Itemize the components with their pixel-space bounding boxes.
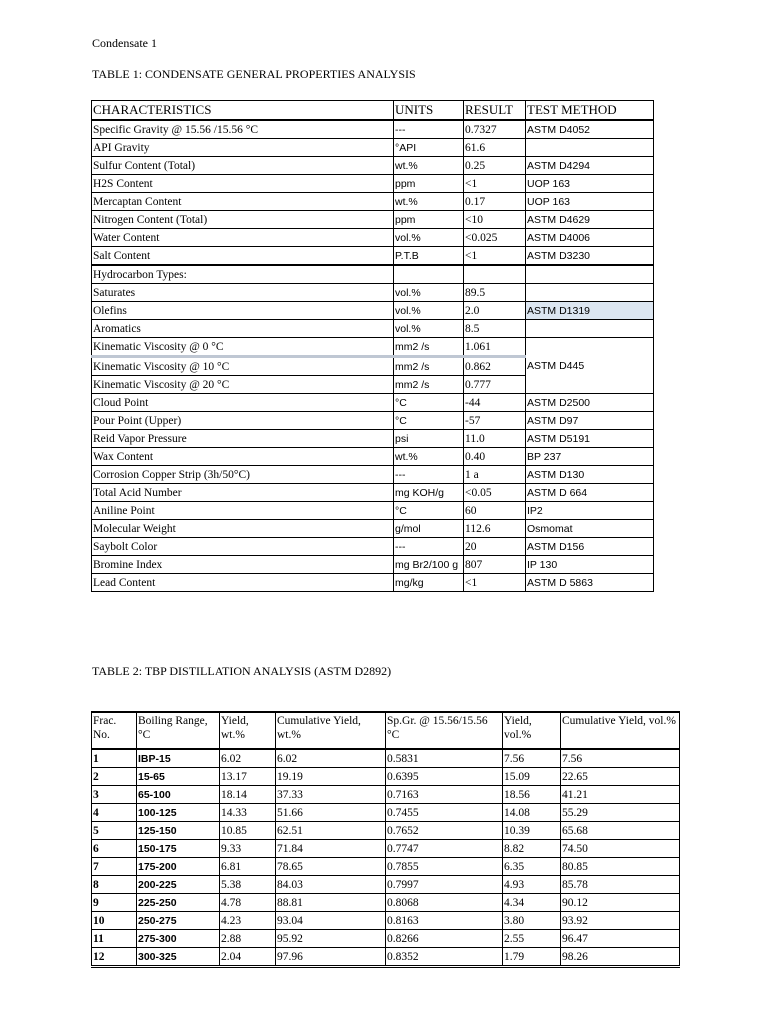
characteristic-cell: Aniline Point bbox=[92, 502, 394, 520]
cumulative-yield-vol-cell: 41.21 bbox=[561, 786, 680, 804]
boiling-range-cell: 125-150 bbox=[137, 822, 220, 840]
result-cell: <0.025 bbox=[464, 229, 526, 247]
cumulative-yield-wt-cell: 88.81 bbox=[276, 894, 386, 912]
unit-cell: mm2 /s bbox=[394, 376, 464, 394]
table-row bbox=[92, 574, 654, 592]
cumulative-yield-wt-cell: 19.19 bbox=[276, 768, 386, 786]
table-row bbox=[92, 912, 680, 930]
test-method-cell bbox=[526, 265, 654, 284]
unit-cell: --- bbox=[394, 120, 464, 139]
test-method-cell bbox=[526, 139, 654, 157]
yield-vol-cell: 7.56 bbox=[503, 749, 561, 768]
result-cell: 0.862 bbox=[464, 357, 526, 376]
table-row bbox=[92, 247, 654, 266]
boiling-range-cell: 300-325 bbox=[137, 948, 220, 967]
column-header-characteristics: CHARACTERISTICS bbox=[92, 101, 394, 121]
cumulative-yield-vol-cell: 93.92 bbox=[561, 912, 680, 930]
unit-cell bbox=[394, 265, 464, 284]
test-method-cell: ASTM D1319 bbox=[526, 302, 654, 320]
result-cell: 2.0 bbox=[464, 302, 526, 320]
yield-wt-cell: 13.17 bbox=[220, 768, 276, 786]
table-row bbox=[92, 211, 654, 229]
frac-no-cell: 2 bbox=[92, 768, 137, 786]
test-method-cell: ASTM D4006 bbox=[526, 229, 654, 247]
table-row bbox=[92, 193, 654, 211]
column-header-yield-vol: Yield, vol.% bbox=[503, 712, 561, 749]
table-row bbox=[92, 502, 654, 520]
result-cell bbox=[464, 265, 526, 284]
table-row bbox=[92, 175, 654, 193]
result-cell: <0.05 bbox=[464, 484, 526, 502]
column-header-frac-no: Frac. No. bbox=[92, 712, 137, 749]
unit-cell: vol.% bbox=[394, 320, 464, 338]
result-cell: -57 bbox=[464, 412, 526, 430]
table-row bbox=[92, 822, 680, 840]
boiling-range-cell: 250-275 bbox=[137, 912, 220, 930]
table-row bbox=[92, 448, 654, 466]
cumulative-yield-wt-cell: 62.51 bbox=[276, 822, 386, 840]
characteristic-cell: Aromatics bbox=[92, 320, 394, 338]
yield-wt-cell: 14.33 bbox=[220, 804, 276, 822]
yield-vol-cell: 4.34 bbox=[503, 894, 561, 912]
column-header-boiling-range: Boiling Range, °C bbox=[137, 712, 220, 749]
characteristic-cell: Kinematic Viscosity @ 10 °C bbox=[92, 357, 394, 376]
characteristic-cell: Kinematic Viscosity @ 0 °C bbox=[92, 338, 394, 357]
cumulative-yield-wt-cell: 93.04 bbox=[276, 912, 386, 930]
properties-table bbox=[91, 100, 654, 592]
result-cell: 0.25 bbox=[464, 157, 526, 175]
table-row bbox=[92, 229, 654, 247]
column-header-result: RESULT bbox=[464, 101, 526, 121]
test-method-cell: ASTM D 664 bbox=[526, 484, 654, 502]
table-row bbox=[92, 430, 654, 448]
cumulative-yield-vol-cell: 80.85 bbox=[561, 858, 680, 876]
boiling-range-cell: 65-100 bbox=[137, 786, 220, 804]
yield-wt-cell: 9.33 bbox=[220, 840, 276, 858]
result-cell: 8.5 bbox=[464, 320, 526, 338]
table-row bbox=[92, 948, 680, 967]
table-row bbox=[92, 858, 680, 876]
table-row bbox=[92, 302, 654, 320]
boiling-range-cell: 225-250 bbox=[137, 894, 220, 912]
table-row bbox=[92, 139, 654, 157]
test-method-cell: ASTM D5191 bbox=[526, 430, 654, 448]
characteristic-cell: Mercaptan Content bbox=[92, 193, 394, 211]
table-row bbox=[92, 894, 680, 912]
table-header-row bbox=[92, 712, 680, 749]
cumulative-yield-vol-cell: 98.26 bbox=[561, 948, 680, 967]
unit-cell: mg/kg bbox=[394, 574, 464, 592]
frac-no-cell: 6 bbox=[92, 840, 137, 858]
yield-wt-cell: 18.14 bbox=[220, 786, 276, 804]
unit-cell: mg Br2/100 g bbox=[394, 556, 464, 574]
unit-cell: mm2 /s bbox=[394, 357, 464, 376]
specific-gravity-cell: 0.7747 bbox=[386, 840, 503, 858]
boiling-range-cell: 275-300 bbox=[137, 930, 220, 948]
table-row bbox=[92, 556, 654, 574]
specific-gravity-cell: 0.8352 bbox=[386, 948, 503, 967]
frac-no-cell: 7 bbox=[92, 858, 137, 876]
test-method-cell: ASTM D97 bbox=[526, 412, 654, 430]
result-cell: <1 bbox=[464, 574, 526, 592]
characteristic-cell: Water Content bbox=[92, 229, 394, 247]
cumulative-yield-vol-cell: 90.12 bbox=[561, 894, 680, 912]
result-cell: 11.0 bbox=[464, 430, 526, 448]
test-method-cell: Osmomat bbox=[526, 520, 654, 538]
yield-wt-cell: 10.85 bbox=[220, 822, 276, 840]
unit-cell: psi bbox=[394, 430, 464, 448]
table-row bbox=[92, 265, 654, 284]
yield-wt-cell: 4.78 bbox=[220, 894, 276, 912]
table-row bbox=[92, 538, 654, 556]
column-header-test-method: TEST METHOD bbox=[526, 101, 654, 121]
distillation-table bbox=[91, 711, 680, 968]
specific-gravity-cell: 0.6395 bbox=[386, 768, 503, 786]
cumulative-yield-vol-cell: 65.68 bbox=[561, 822, 680, 840]
characteristic-cell: Lead Content bbox=[92, 574, 394, 592]
test-method-cell bbox=[526, 284, 654, 302]
test-method-cell: IP 130 bbox=[526, 556, 654, 574]
table-row bbox=[92, 466, 654, 484]
document-header: Condensate 1 bbox=[92, 36, 157, 50]
table1-title: TABLE 1: CONDENSATE GENERAL PROPERTIES ANALYSIS bbox=[92, 67, 416, 81]
characteristic-cell: Kinematic Viscosity @ 20 °C bbox=[92, 376, 394, 394]
result-cell: 1.061 bbox=[464, 338, 526, 357]
yield-vol-cell: 14.08 bbox=[503, 804, 561, 822]
unit-cell: °C bbox=[394, 412, 464, 430]
yield-wt-cell: 6.81 bbox=[220, 858, 276, 876]
test-method-cell: BP 237 bbox=[526, 448, 654, 466]
characteristic-cell: Sulfur Content (Total) bbox=[92, 157, 394, 175]
column-header-yield-wt: Yield, wt.% bbox=[220, 712, 276, 749]
column-header-specific-gravity: Sp.Gr. @ 15.56/15.56 °C bbox=[386, 712, 503, 749]
frac-no-cell: 10 bbox=[92, 912, 137, 930]
table-row bbox=[92, 157, 654, 175]
unit-cell: g/mol bbox=[394, 520, 464, 538]
table-row bbox=[92, 394, 654, 412]
result-cell: 0.40 bbox=[464, 448, 526, 466]
boiling-range-cell: 175-200 bbox=[137, 858, 220, 876]
cumulative-yield-wt-cell: 78.65 bbox=[276, 858, 386, 876]
specific-gravity-cell: 0.7163 bbox=[386, 786, 503, 804]
result-cell: 807 bbox=[464, 556, 526, 574]
table-row bbox=[92, 930, 680, 948]
column-header-cumulative-yield-wt: Cumulative Yield, wt.% bbox=[276, 712, 386, 749]
specific-gravity-cell: 0.7652 bbox=[386, 822, 503, 840]
unit-cell: --- bbox=[394, 466, 464, 484]
specific-gravity-cell: 0.7455 bbox=[386, 804, 503, 822]
yield-wt-cell: 2.88 bbox=[220, 930, 276, 948]
unit-cell: vol.% bbox=[394, 302, 464, 320]
characteristic-cell: Salt Content bbox=[92, 247, 394, 266]
characteristic-cell: Reid Vapor Pressure bbox=[92, 430, 394, 448]
boiling-range-cell: IBP-15 bbox=[137, 749, 220, 768]
frac-no-cell: 5 bbox=[92, 822, 137, 840]
unit-cell: mm2 /s bbox=[394, 338, 464, 357]
table-row bbox=[92, 786, 680, 804]
specific-gravity-cell: 0.5831 bbox=[386, 749, 503, 768]
result-cell: 20 bbox=[464, 538, 526, 556]
unit-cell: °C bbox=[394, 502, 464, 520]
specific-gravity-cell: 0.8163 bbox=[386, 912, 503, 930]
cumulative-yield-vol-cell: 7.56 bbox=[561, 749, 680, 768]
characteristic-cell: Saybolt Color bbox=[92, 538, 394, 556]
yield-wt-cell: 6.02 bbox=[220, 749, 276, 768]
test-method-cell: ASTM D130 bbox=[526, 466, 654, 484]
yield-wt-cell: 5.38 bbox=[220, 876, 276, 894]
test-method-cell: ASTM D156 bbox=[526, 538, 654, 556]
frac-no-cell: 1 bbox=[92, 749, 137, 768]
table-row bbox=[92, 484, 654, 502]
yield-vol-cell: 15.09 bbox=[503, 768, 561, 786]
cumulative-yield-wt-cell: 97.96 bbox=[276, 948, 386, 967]
result-cell: <1 bbox=[464, 247, 526, 266]
cumulative-yield-wt-cell: 84.03 bbox=[276, 876, 386, 894]
cumulative-yield-vol-cell: 74.50 bbox=[561, 840, 680, 858]
characteristic-cell: Molecular Weight bbox=[92, 520, 394, 538]
cumulative-yield-wt-cell: 95.92 bbox=[276, 930, 386, 948]
unit-cell: --- bbox=[394, 538, 464, 556]
table-row bbox=[92, 768, 680, 786]
characteristic-cell: Pour Point (Upper) bbox=[92, 412, 394, 430]
boiling-range-cell: 15-65 bbox=[137, 768, 220, 786]
characteristic-cell: Specific Gravity @ 15.56 /15.56 °C bbox=[92, 120, 394, 139]
table-row bbox=[92, 804, 680, 822]
specific-gravity-cell: 0.8266 bbox=[386, 930, 503, 948]
yield-vol-cell: 2.55 bbox=[503, 930, 561, 948]
test-method-cell: IP2 bbox=[526, 502, 654, 520]
specific-gravity-cell: 0.7997 bbox=[386, 876, 503, 894]
column-header-units: UNITS bbox=[394, 101, 464, 121]
characteristic-cell: Olefins bbox=[92, 302, 394, 320]
frac-no-cell: 9 bbox=[92, 894, 137, 912]
characteristic-cell: H2S Content bbox=[92, 175, 394, 193]
frac-no-cell: 3 bbox=[92, 786, 137, 804]
unit-cell: °C bbox=[394, 394, 464, 412]
specific-gravity-cell: 0.8068 bbox=[386, 894, 503, 912]
unit-cell: mg KOH/g bbox=[394, 484, 464, 502]
unit-cell: wt.% bbox=[394, 193, 464, 211]
yield-wt-cell: 4.23 bbox=[220, 912, 276, 930]
test-method-cell bbox=[526, 320, 654, 338]
test-method-cell: ASTM D2500 bbox=[526, 394, 654, 412]
characteristic-cell: Bromine Index bbox=[92, 556, 394, 574]
result-cell: 112.6 bbox=[464, 520, 526, 538]
result-cell: 60 bbox=[464, 502, 526, 520]
result-cell: -44 bbox=[464, 394, 526, 412]
boiling-range-cell: 150-175 bbox=[137, 840, 220, 858]
unit-cell: wt.% bbox=[394, 157, 464, 175]
table-row bbox=[92, 876, 680, 894]
unit-cell: ppm bbox=[394, 211, 464, 229]
table2-title: TABLE 2: TBP DISTILLATION ANALYSIS (ASTM D2892) bbox=[92, 664, 392, 678]
boiling-range-cell: 200-225 bbox=[137, 876, 220, 894]
yield-wt-cell: 2.04 bbox=[220, 948, 276, 967]
cumulative-yield-wt-cell: 51.66 bbox=[276, 804, 386, 822]
yield-vol-cell: 4.93 bbox=[503, 876, 561, 894]
table-row bbox=[92, 338, 654, 357]
yield-vol-cell: 18.56 bbox=[503, 786, 561, 804]
boiling-range-cell: 100-125 bbox=[137, 804, 220, 822]
test-method-cell: UOP 163 bbox=[526, 193, 654, 211]
result-cell: 0.17 bbox=[464, 193, 526, 211]
unit-cell: ppm bbox=[394, 175, 464, 193]
frac-no-cell: 4 bbox=[92, 804, 137, 822]
cumulative-yield-vol-cell: 96.47 bbox=[561, 930, 680, 948]
test-method-cell: ASTM D4052 bbox=[526, 120, 654, 139]
characteristic-cell: Corrosion Copper Strip (3h/50°C) bbox=[92, 466, 394, 484]
characteristic-cell: Saturates bbox=[92, 284, 394, 302]
characteristic-cell: Cloud Point bbox=[92, 394, 394, 412]
specific-gravity-cell: 0.7855 bbox=[386, 858, 503, 876]
yield-vol-cell: 1.79 bbox=[503, 948, 561, 967]
table-row bbox=[92, 284, 654, 302]
characteristic-cell: Wax Content bbox=[92, 448, 394, 466]
result-cell: <10 bbox=[464, 211, 526, 229]
result-cell: 1 a bbox=[464, 466, 526, 484]
table-row bbox=[92, 120, 654, 139]
unit-cell: vol.% bbox=[394, 229, 464, 247]
characteristic-cell: Nitrogen Content (Total) bbox=[92, 211, 394, 229]
cumulative-yield-vol-cell: 85.78 bbox=[561, 876, 680, 894]
characteristic-cell: API Gravity bbox=[92, 139, 394, 157]
table-row bbox=[92, 520, 654, 538]
cumulative-yield-vol-cell: 22.65 bbox=[561, 768, 680, 786]
characteristic-cell: Hydrocarbon Types: bbox=[92, 265, 394, 284]
result-cell: 89.5 bbox=[464, 284, 526, 302]
yield-vol-cell: 8.82 bbox=[503, 840, 561, 858]
unit-cell: wt.% bbox=[394, 448, 464, 466]
result-cell: 0.7327 bbox=[464, 120, 526, 139]
frac-no-cell: 12 bbox=[92, 948, 137, 967]
table-row bbox=[92, 840, 680, 858]
result-cell: <1 bbox=[464, 175, 526, 193]
column-header-cumulative-yield-vol: Cumulative Yield, vol.% bbox=[561, 712, 680, 749]
test-method-cell: ASTM D445 bbox=[526, 338, 654, 394]
test-method-cell: UOP 163 bbox=[526, 175, 654, 193]
frac-no-cell: 8 bbox=[92, 876, 137, 894]
unit-cell: °API bbox=[394, 139, 464, 157]
cumulative-yield-wt-cell: 37.33 bbox=[276, 786, 386, 804]
result-cell: 61.6 bbox=[464, 139, 526, 157]
cumulative-yield-vol-cell: 55.29 bbox=[561, 804, 680, 822]
cumulative-yield-wt-cell: 6.02 bbox=[276, 749, 386, 768]
characteristic-cell: Total Acid Number bbox=[92, 484, 394, 502]
unit-cell: vol.% bbox=[394, 284, 464, 302]
test-method-cell: ASTM D 5863 bbox=[526, 574, 654, 592]
cumulative-yield-wt-cell: 71.84 bbox=[276, 840, 386, 858]
test-method-cell: ASTM D3230 bbox=[526, 247, 654, 266]
yield-vol-cell: 10.39 bbox=[503, 822, 561, 840]
yield-vol-cell: 6.35 bbox=[503, 858, 561, 876]
test-method-cell: ASTM D4294 bbox=[526, 157, 654, 175]
frac-no-cell: 11 bbox=[92, 930, 137, 948]
unit-cell: P.T.B bbox=[394, 247, 464, 266]
result-cell: 0.777 bbox=[464, 376, 526, 394]
table-row bbox=[92, 749, 680, 768]
table-row bbox=[92, 320, 654, 338]
yield-vol-cell: 3.80 bbox=[503, 912, 561, 930]
test-method-cell: ASTM D4629 bbox=[526, 211, 654, 229]
table-header-row bbox=[92, 101, 654, 121]
table-row bbox=[92, 412, 654, 430]
